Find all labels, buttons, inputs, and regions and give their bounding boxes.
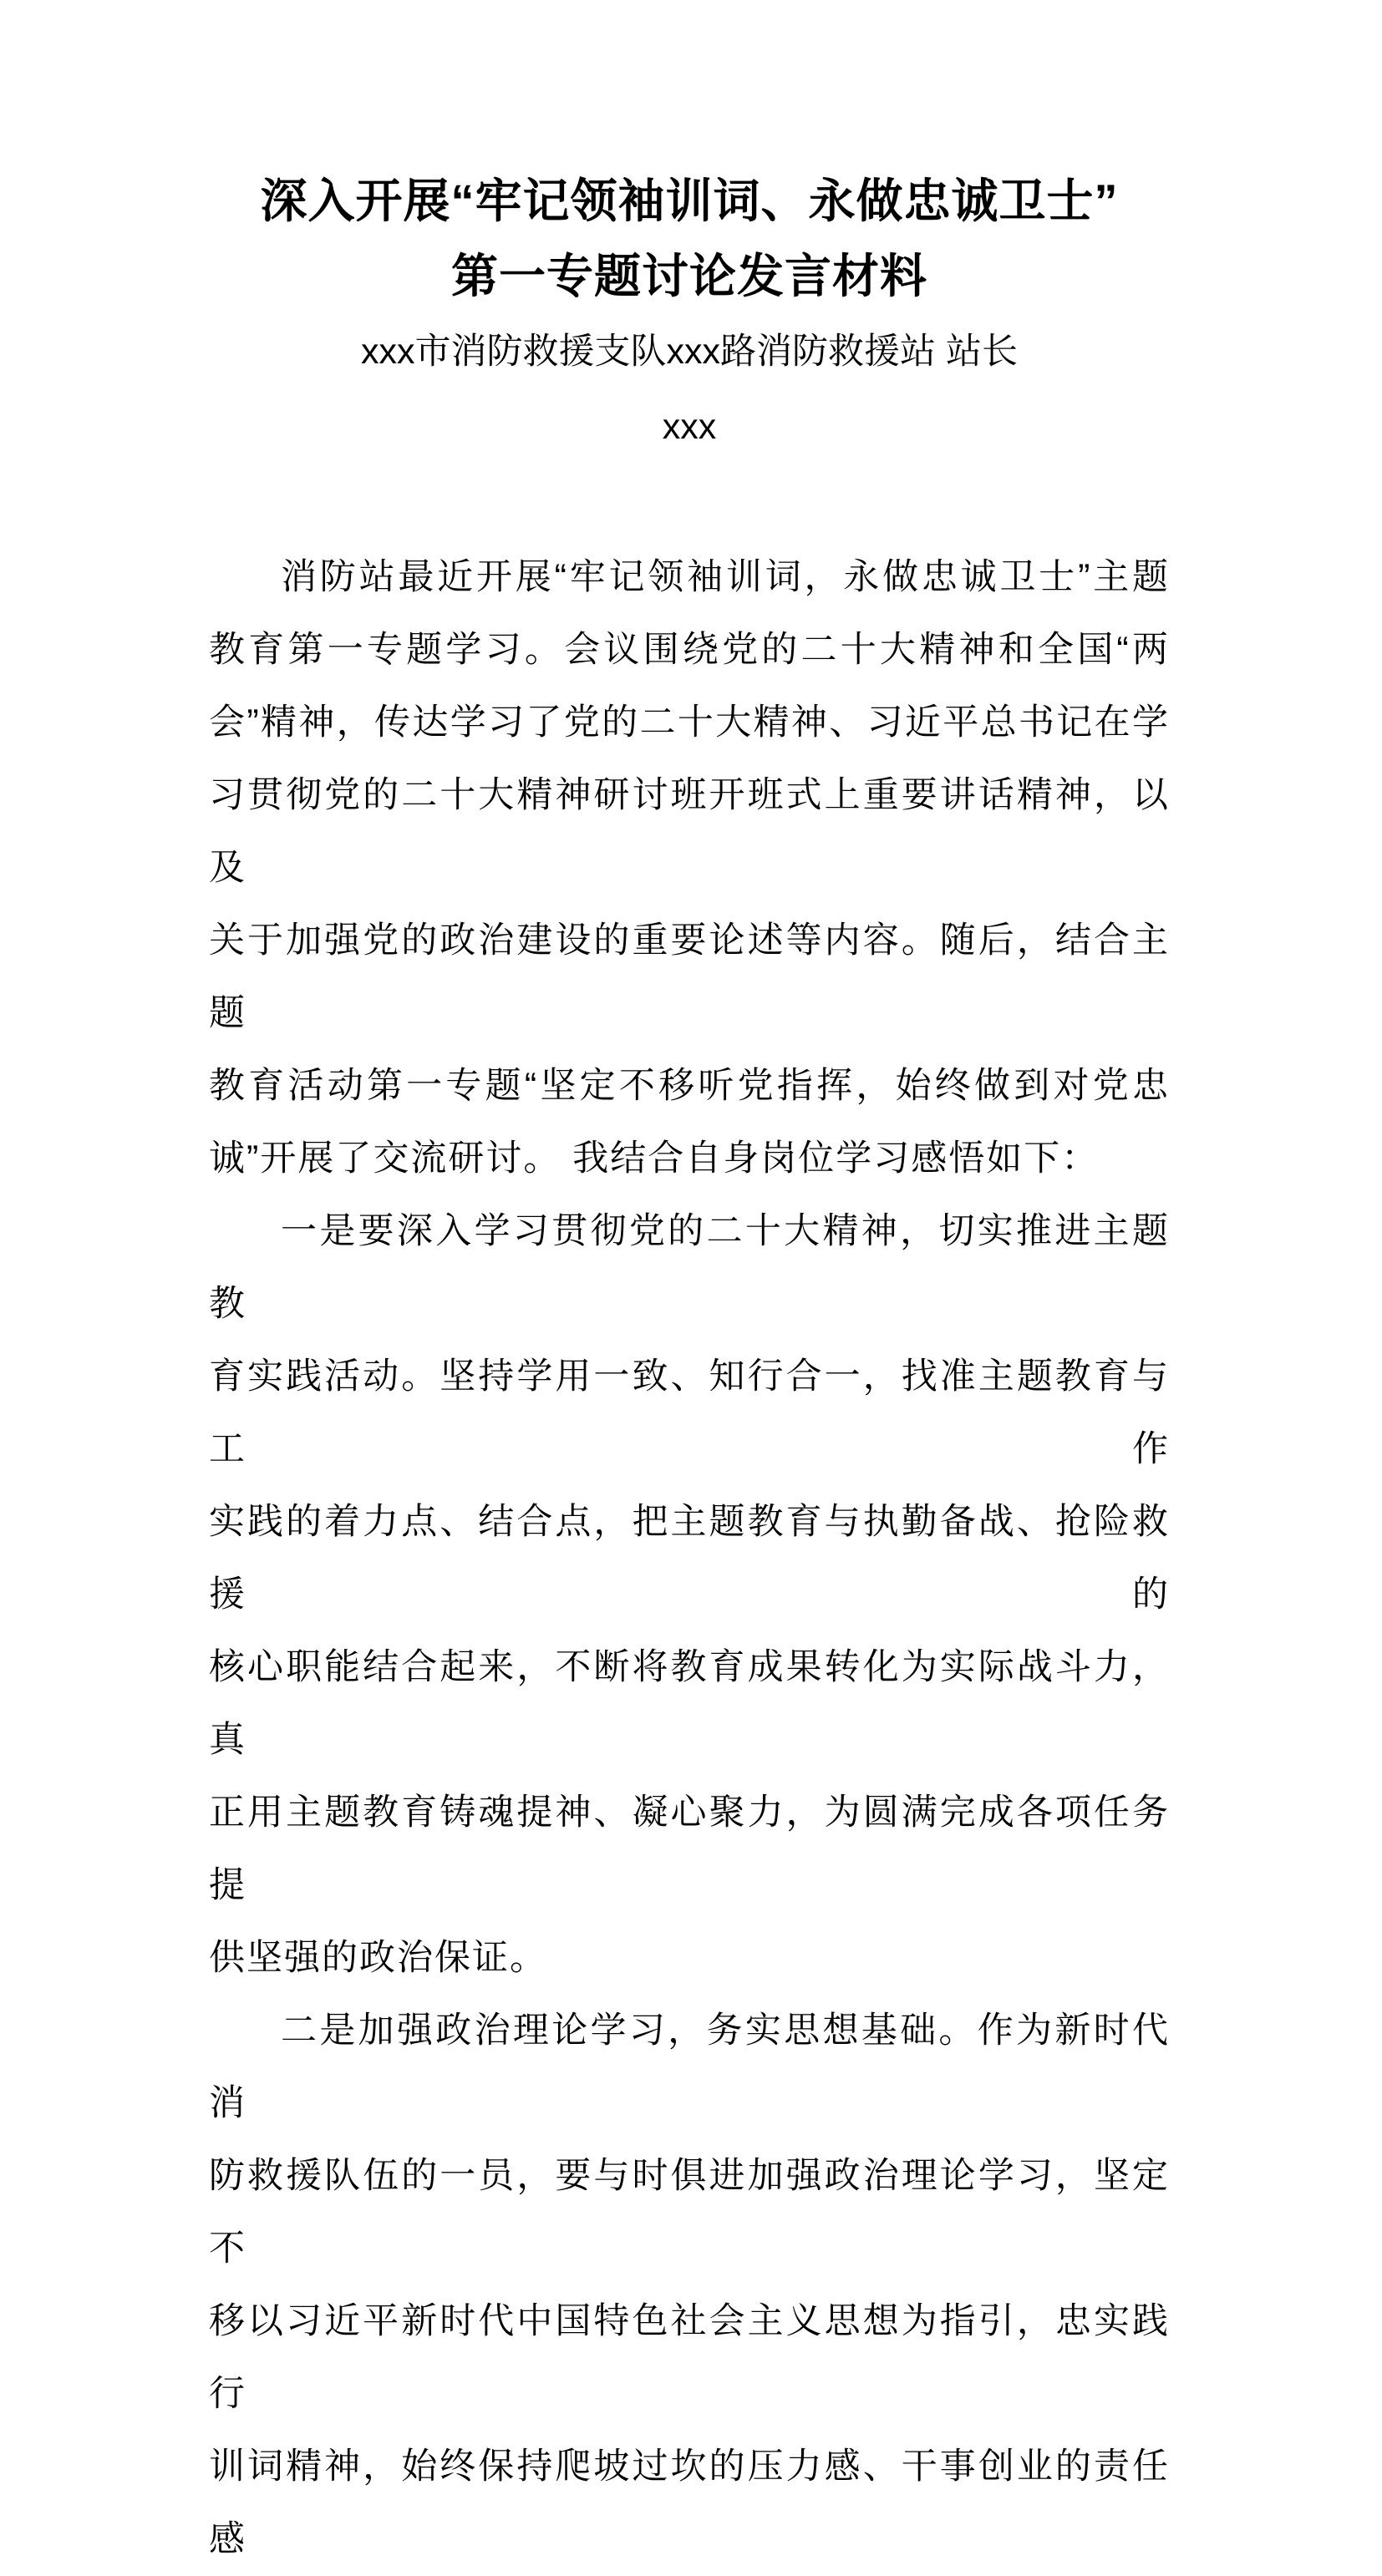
paragraph-2-line-6: 供坚强的政治保证。 [209, 1938, 547, 1978]
paragraph-3-line-1: 二是加强政治理论学习，务实思想基础。作为新时代消 [209, 2011, 1170, 2123]
paragraph-2-line-2: 育实践活动。坚持学用一致、知行合一，找准主题教育与工作 [209, 1356, 1170, 1469]
paragraph-2-line-1: 一是要深入学习贯彻党的二十大精神，切实推进主题教 [209, 1211, 1170, 1324]
paragraph-1 [209, 541, 1170, 1195]
title-line-2: 第一专题讨论发言材料 [451, 250, 927, 302]
paragraph-1-line-3: 会”精神，传达学习了党的二十大精神、习近平总书记在学 [209, 702, 1170, 743]
paragraph-1-line-6: 教育活动第一专题“坚定不移听党指挥，始终做到对党忠 [209, 1066, 1170, 1106]
paragraph-1-line-1: 消防站最近开展“牢记领袖训词，永做忠诚卫士”主题 [281, 557, 1170, 597]
paragraph-3-line-3: 移以习近平新时代中国特色社会主义思想为指引，忠实践行 [209, 2301, 1170, 2414]
byline-name: xxx [662, 407, 717, 447]
paragraph-2-line-3: 实践的着力点、结合点，把主题教育与执勤备战、抢险救援的 [209, 1502, 1170, 1615]
paragraph-3-line-2: 防救援队伍的一员，要与时俱进加强政治理论学习，坚定不 [209, 2156, 1170, 2269]
paragraph-3 [209, 1995, 1170, 2576]
paragraph-1-line-5: 关于加强党的政治建设的重要论述等内容。随后，结合主题 [209, 920, 1170, 1033]
paragraph-2-line-4: 核心职能结合起来，不断将教育成果转化为实际战斗力，真 [209, 1647, 1170, 1760]
paragraph-2 [209, 1195, 1170, 1995]
blank-line [209, 464, 1170, 541]
title-line-1: 深入开展“牢记领袖训词、永做忠诚卫士” [260, 175, 1119, 227]
paragraph-1-line-4: 习贯彻党的二十大精神研讨班开班式上重要讲话精神，以及 [209, 775, 1170, 888]
paragraph-3-line-4: 训词精神，始终保持爬坡过坎的压力感、干事创业的责任感 [209, 2447, 1170, 2559]
byline-organization: xxx市消防救援支队xxx路消防救援站 站长 [361, 332, 1018, 372]
document-title [209, 164, 1170, 314]
paragraph-2-line-5: 正用主题教育铸魂提神、凝心聚力，为圆满完成各项任务提 [209, 1793, 1170, 1905]
paragraph-1-line-7: 诚”开展了交流研讨。 我结合自身岗位学习感悟如下： [209, 1138, 1100, 1179]
paragraph-1-line-2: 教育第一专题学习。会议围绕党的二十大精神和全国“两 [209, 630, 1170, 670]
